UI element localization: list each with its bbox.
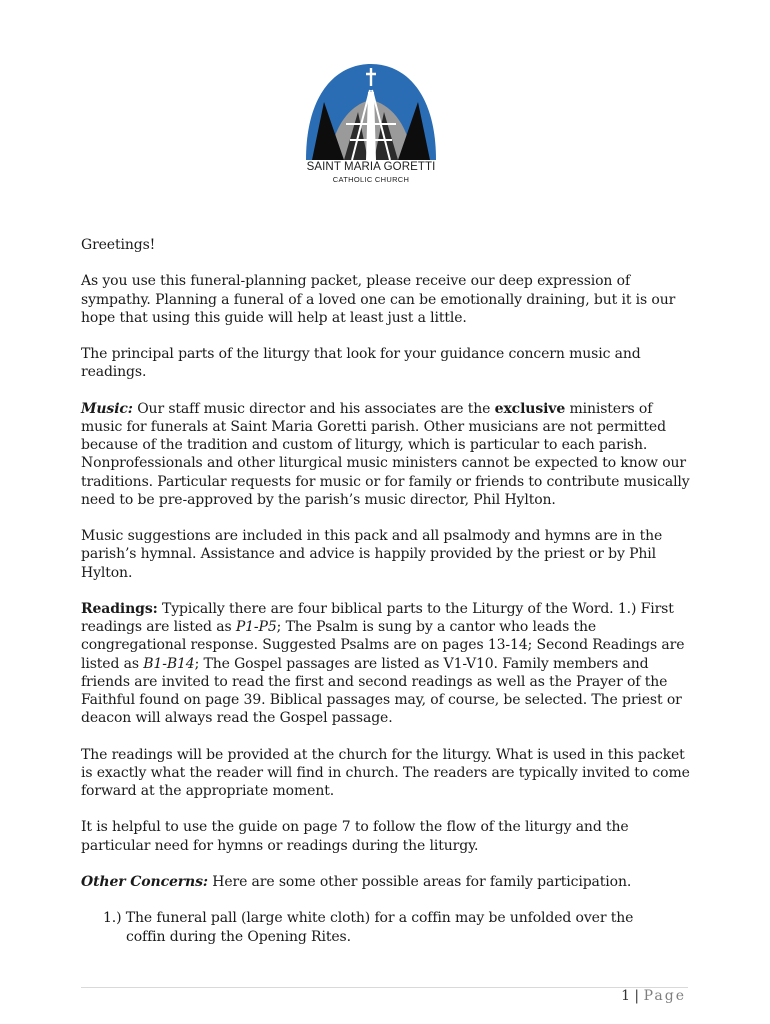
other-concerns-heading: Other Concerns: [81,873,208,890]
music-emphasis: exclusive [494,400,566,417]
readings-provided-paragraph: The readings will be provided at the church for the liturgy. What is used in this packet is exactly what the reader will find in church. The readers are typically invited to come forward at the appropriate moment. [81,746,690,799]
other-concerns-text: Here are some other possible areas for family participation. [207,873,632,890]
letter-body [81,236,693,946]
page-number: 1 [621,988,630,1004]
greeting: Greetings! [81,237,156,253]
music-suggestions-paragraph: Music suggestions are included in this pack and all psalmody and hymns are in the parish’s hymnal. Assistance and advice is happily provided by the priest or by Phil Hylton. [81,528,663,581]
page-word: Page [643,988,686,1004]
readings-text-a: Typically there are four biblical parts to the Liturgy of the Word. 1.) First readings are listed as [81,600,674,636]
logo-church-name: SAINT MARIA GORETTI [306,161,436,173]
readings-text-b: ; The Psalm is sung by a cantor who leads the congregational response. Suggested Psalms are on pages 13-14; Second Readings are listed as [81,619,685,672]
readings-text-c: ; The Gospel passages are listed as V1-V10. Family members and friends are invited to read the first and second readings as well as the Prayer of the Faithful found on page 39. Biblical passages may, of course, be selected. The priest or deacon will always read the Gospel passage. [81,655,682,727]
music-text-b: ministers of music for funerals at Saint Maria Goretti parish. Other musicians are not permitted because of the tradition and custom of liturgy, which is particular to each parish. Nonprofessionals and other liturgical music ministers cannot be expected to know our traditions. Particular requests for music or for family or friends to contribute musically need to be pre-approved by the parish’s music director, Phil Hylton. [81,400,690,508]
footer-divider [81,987,688,988]
list-item-number: 1.) [103,910,122,927]
readings-heading: Readings: [81,600,158,617]
music-paragraph [81,400,693,509]
list-item-line2: coffin during the Opening Rites. [126,928,351,945]
readings-ref-second: B1-B14 [143,655,195,672]
music-heading: Music: [81,400,133,417]
guide-paragraph: It is helpful to use the guide on page 7 to follow the flow of the liturgy and the particular need for hymns or readings during the liturgy. [81,819,629,854]
readings-ref-first: P1-P5 [235,619,277,636]
page-footer [621,988,686,1004]
list-item-line1: The funeral pall (large white cloth) for a coffin may be unfolded over the [121,910,634,927]
principal-paragraph: The principal parts of the liturgy that look for your guidance concern music and readings. [81,346,641,381]
logo-church-subtitle: CATHOLIC CHURCH [332,175,410,184]
music-text-a: Our staff music director and his associates are the [132,400,495,417]
readings-paragraph [81,600,693,727]
other-concerns-paragraph [81,873,693,891]
list-item [81,909,693,945]
page-separator: | [629,988,644,1004]
intro-paragraph: As you use this funeral-planning packet, please receive our deep expression of sympathy. Planning a funeral of a loved one can be emotionally draining, but it is our hope that using this guide will help at least just a little. [81,273,676,326]
